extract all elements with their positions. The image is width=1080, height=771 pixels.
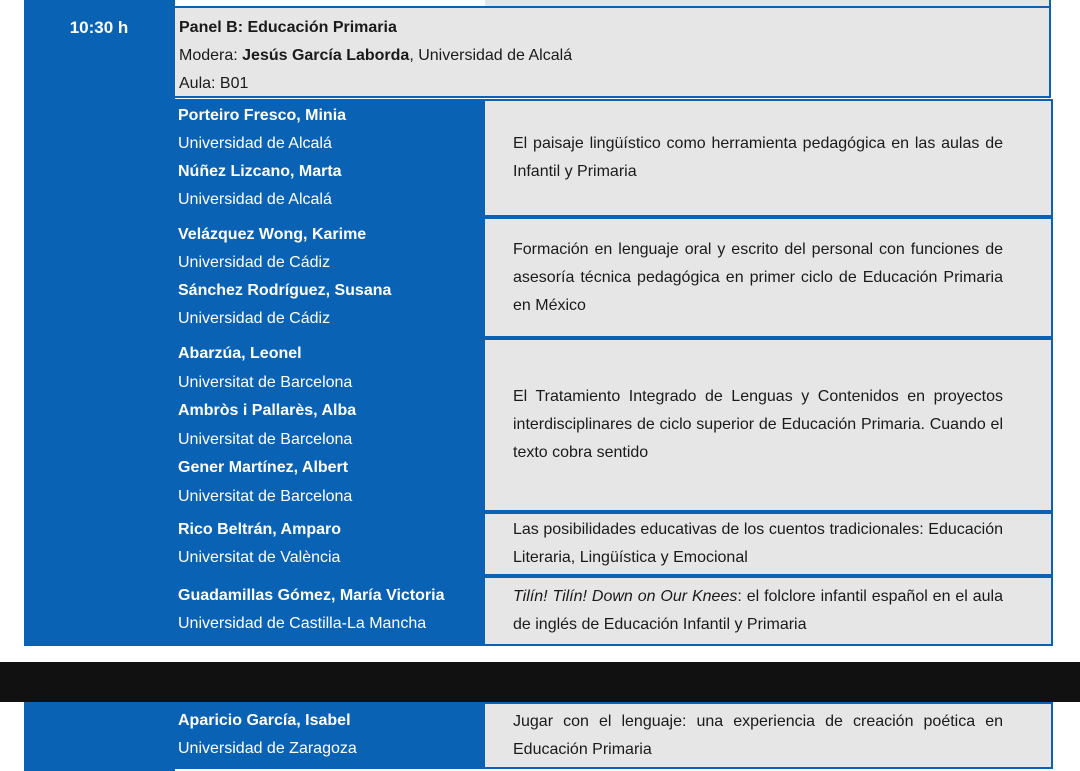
talk-authors	[175, 512, 485, 576]
talk-title: Formación en lenguaje oral y escrito del personal con funciones de asesoría técnica pedagógica en primer ciclo de Educación Primaria en México	[513, 240, 1003, 314]
author-affiliation: Universidad de Castilla-La Mancha	[178, 615, 427, 632]
author-affiliation: Universitat de València	[178, 549, 341, 566]
talk-title: Jugar con el lenguaje: una experiencia de creación poética en Educación Primaria	[513, 712, 1003, 758]
panel-header	[175, 6, 1051, 98]
talk-row	[175, 576, 1053, 646]
talk-authors	[175, 338, 485, 512]
talk-row	[175, 702, 1053, 769]
talk-title-cell	[485, 99, 1053, 217]
talk-title-cell	[485, 576, 1053, 646]
author-name: Porteiro Fresco, Minia	[178, 107, 347, 124]
panel-title: Panel B: Educación Primaria	[179, 19, 397, 36]
moderator-name: Jesús García Laborda	[242, 47, 410, 64]
author-name: Velázquez Wong, Karime	[178, 226, 367, 243]
talk-row	[175, 217, 1053, 338]
time-column-continued	[24, 702, 175, 771]
author-name: Rico Beltrán, Amparo	[178, 521, 341, 538]
author-name: Aparicio García, Isabel	[178, 712, 351, 729]
author-affiliation: Universidad de Cádiz	[178, 254, 331, 271]
talk-row	[175, 338, 1053, 512]
moderator-line	[179, 42, 1049, 70]
author-affiliation: Universitat de Barcelona	[178, 373, 353, 391]
talk-title-rest: : el folclore infantil español en el aula de inglés de Educación Infantil y Primaria	[513, 588, 1004, 633]
author-name: Abarzúa, Leonel	[178, 345, 302, 362]
author-affiliation: Universidad de Zaragoza	[178, 740, 357, 757]
talk-title-cell	[485, 512, 1053, 576]
time-column	[24, 0, 175, 646]
talk-title: El paisaje lingüístico como herramienta pedagógica en las aulas de Infantil y Primaria	[513, 135, 1003, 180]
session-time: 10:30 h	[69, 18, 129, 37]
author-name: Núñez Lizcano, Marta	[178, 163, 342, 180]
moderator-affiliation: , Universidad de Alcalá	[409, 47, 573, 64]
room: Aula: B01	[179, 75, 249, 92]
author-name: Ambròs i Pallarès, Alba	[178, 402, 357, 419]
talk-title	[513, 583, 1003, 639]
talk-authors	[175, 702, 485, 769]
author-name: Guadamillas Gómez, María Victoria	[178, 587, 445, 604]
talk-title: El Tratamiento Integrado de Lenguas y Contenidos en proyectos interdisciplinares de ciclo superior de Educación Primaria. Cuando el texto cobra sentido	[513, 388, 1003, 461]
talk-row	[175, 99, 1053, 217]
author-affiliation: Universidad de Alcalá	[178, 135, 332, 152]
author-affiliation: Universidad de Alcalá	[178, 191, 332, 208]
author-affiliation: Universidad de Cádiz	[178, 310, 331, 327]
author-name: Sánchez Rodríguez, Susana	[178, 282, 392, 299]
talk-authors	[175, 217, 485, 338]
author-affiliation: Universitat de Barcelona	[178, 430, 353, 448]
talk-row	[175, 512, 1053, 576]
talk-title: Las posibilidades educativas de los cuentos tradicionales: Educación Literaria, Lingüística y Emocional	[513, 521, 1003, 566]
talk-title-cell	[485, 702, 1053, 769]
talk-authors	[175, 99, 485, 217]
talk-title-cell	[485, 217, 1053, 338]
talk-authors	[175, 576, 485, 646]
moderator-prefix: Modera:	[179, 47, 243, 64]
black-bar	[0, 662, 1080, 702]
author-affiliation: Universitat de Barcelona	[178, 487, 353, 505]
talk-title-cell	[485, 338, 1053, 512]
author-name: Gener Martínez, Albert	[178, 459, 349, 476]
talk-title-italic: Tilín! Tilín! Down on Our Knees	[513, 588, 738, 605]
